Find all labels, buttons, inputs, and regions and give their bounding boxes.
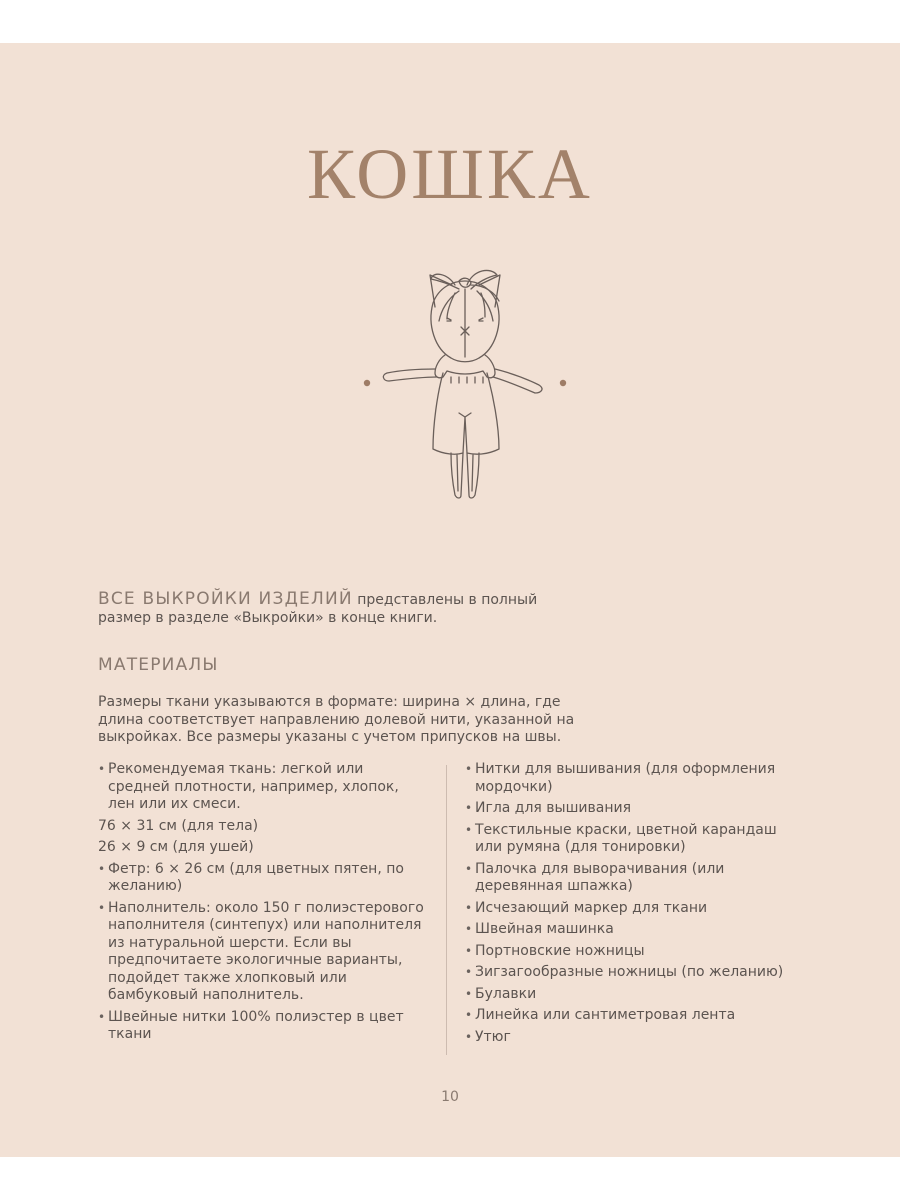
hair	[439, 291, 493, 321]
list-item: 76 × 31 см (для тела)	[98, 817, 259, 834]
romper-gathers	[451, 377, 483, 383]
list-item: • Швейные нитки 100% полиэстер в цвет ткани	[98, 1009, 428, 1044]
list-item: • Зигзагообразные ножницы (по желанию)	[465, 964, 795, 982]
arm-right	[493, 369, 542, 393]
page-title: КОШКА	[307, 134, 593, 214]
list-item: • Булавки	[465, 986, 795, 1004]
column-divider	[446, 765, 447, 1055]
materials-list-right	[465, 761, 795, 1050]
cat-doll-illustration	[355, 255, 575, 505]
list-item: • Фетр: 6 × 26 см (для цветных пятен, по желанию)	[98, 861, 428, 896]
book-page	[0, 43, 900, 1157]
arm-left	[383, 369, 437, 381]
list-item: • Исчезающий маркер для ткани	[465, 900, 795, 918]
intro-text: представлены в полный размер в разделе «Выкройки» в конце книги.	[98, 592, 538, 626]
eye-right	[479, 318, 483, 321]
list-item: • Портновские ножницы	[465, 943, 795, 961]
romper-crotch	[459, 413, 471, 417]
intro-paragraph	[98, 591, 558, 627]
list-item: • Нитки для вышивания (для оформления мордочки)	[465, 761, 795, 796]
list-item: • Линейка или сантиметровая лента	[465, 1007, 795, 1025]
list-item: • Утюг	[465, 1029, 795, 1047]
list-item: • Наполнитель: около 150 г полиэстерового наполнителя (синтепух) или наполнителя из натуральной шерсти. Если вы предпочитаете экологичные варианты, подойдет также хлопковый или бамбуковый наполнитель.	[98, 900, 428, 1005]
materials-note: Размеры ткани указываются в формате: ширина × длина, где длина соответствует направлению долевой нити, указанной на выкройках. Все размеры указаны с учетом припусков на швы.	[98, 694, 575, 745]
eye-left	[447, 318, 451, 321]
list-item: • Швейная машинка	[465, 921, 795, 939]
shirt	[435, 355, 495, 378]
decorative-dot-left	[364, 380, 370, 386]
leg-seams	[457, 455, 473, 491]
page-number: 10	[441, 1089, 459, 1105]
decorative-dot-right	[560, 380, 566, 386]
romper	[433, 373, 499, 454]
materials-list-left	[98, 761, 428, 1048]
list-item: 26 × 9 см (для ушей)	[98, 839, 254, 855]
list-item: • Игла для вышивания	[465, 800, 795, 818]
list-item: • Рекомендуемая ткань: легкой или средней плотности, например, хлопок, лен или их смеси.	[98, 761, 428, 814]
list-item: • Палочка для выворачивания (или деревянная шпажка)	[465, 861, 795, 896]
intro-lead: ВСЕ ВЫКРОЙКИ ИЗДЕЛИЙ	[98, 589, 353, 609]
materials-heading: МАТЕРИАЛЫ	[98, 655, 219, 675]
list-item: • Текстильные краски, цветной карандаш или румяна (для тонировки)	[465, 822, 795, 857]
